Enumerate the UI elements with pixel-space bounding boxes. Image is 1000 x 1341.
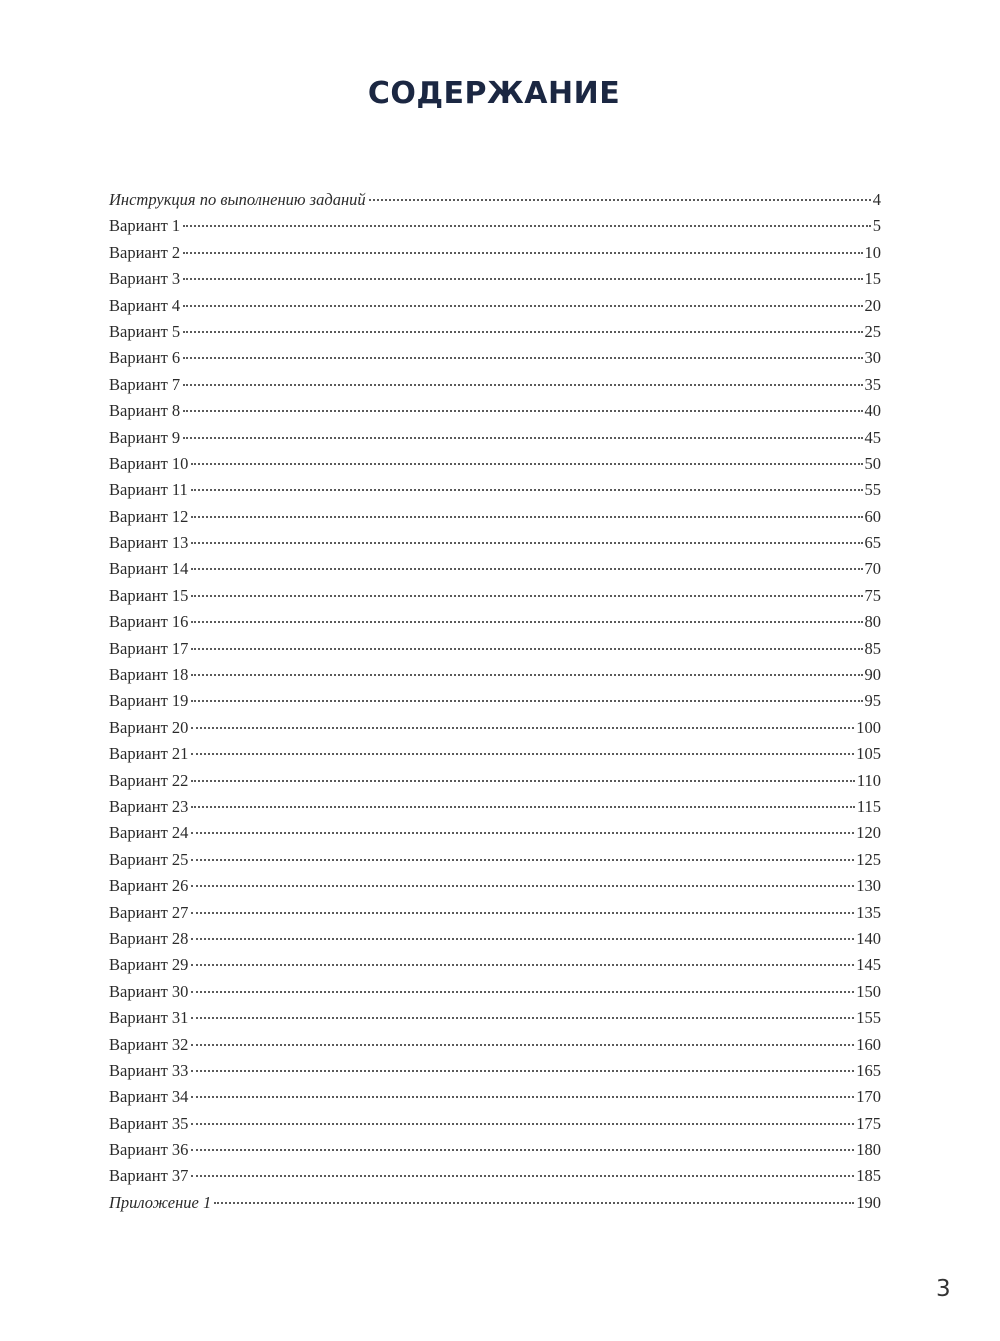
toc-dot-leader [191,568,862,570]
toc-entry-label: Вариант 10 [109,453,189,473]
toc-entry-page: 165 [856,1060,881,1080]
toc-dot-leader [191,542,862,544]
toc-entry-label: Вариант 19 [109,691,189,711]
toc-dot-leader [191,648,862,650]
toc-dot-leader [191,912,854,914]
toc-entry-label: Вариант 2 [109,242,181,262]
toc-entry-label: Вариант 36 [109,1140,189,1160]
toc-dot-leader [183,252,862,254]
toc-entry[interactable] [109,636,881,662]
toc-entry-page: 65 [864,533,881,553]
toc-entry-page: 30 [864,348,881,368]
toc-dot-leader [191,1175,854,1177]
toc-entry[interactable] [109,398,881,424]
toc-entry[interactable] [109,820,881,846]
toc-entry-label: Приложение 1 [109,1192,212,1212]
toc-entry-label: Вариант 8 [109,401,181,421]
toc-entry-label: Вариант 34 [109,1087,189,1107]
toc-entry[interactable] [109,768,881,794]
toc-dot-leader [191,727,854,729]
toc-entry-label: Вариант 22 [109,770,189,790]
toc-entry-label: Вариант 35 [109,1113,189,1133]
toc-entry[interactable] [109,1111,881,1137]
page-title: СОДЕРЖАНИЕ [367,76,621,111]
toc-entry-page: 110 [856,770,881,790]
toc-entry-page: 160 [856,1034,881,1054]
toc-entry[interactable] [109,847,881,873]
toc-entry-page: 45 [864,427,881,447]
toc-entry-label: Вариант 27 [109,902,189,922]
toc-entry[interactable] [109,688,881,714]
toc-entry-page: 60 [864,506,881,526]
toc-dot-leader [191,806,854,808]
toc-dot-leader [191,1017,854,1019]
toc-dot-leader [191,780,854,782]
toc-entry[interactable] [109,477,881,503]
table-of-contents [109,187,881,1216]
toc-entry-page: 35 [864,374,881,394]
toc-entry-page: 80 [864,612,881,632]
toc-entry-page: 185 [856,1166,881,1186]
toc-dot-leader [191,832,854,834]
toc-entry-label: Вариант 6 [109,348,181,368]
toc-entry-page: 5 [872,216,881,236]
toc-dot-leader [191,516,862,518]
page-number: 3 [936,1276,951,1302]
toc-entry-page: 145 [856,955,881,975]
toc-entry-page: 170 [856,1087,881,1107]
toc-dot-leader [183,305,862,307]
toc-entry-page: 140 [856,928,881,948]
toc-entry[interactable] [109,794,881,820]
toc-entry[interactable] [109,873,881,899]
toc-entry-label: Вариант 9 [109,427,181,447]
toc-entry[interactable] [109,609,881,635]
toc-entry-page: 95 [864,691,881,711]
toc-entry-page: 180 [856,1140,881,1160]
toc-entry[interactable] [109,293,881,319]
toc-entry-page: 85 [864,638,881,658]
toc-entry-page: 120 [856,823,881,843]
toc-entry[interactable] [109,266,881,292]
toc-dot-leader [191,489,863,491]
toc-entry[interactable] [109,926,881,952]
toc-dot-leader [191,991,854,993]
toc-dot-leader [191,1096,854,1098]
toc-entry-label: Вариант 24 [109,823,189,843]
toc-entry[interactable] [109,1058,881,1084]
toc-entry-page: 130 [856,876,881,896]
toc-entry-label: Вариант 25 [109,849,189,869]
toc-entry-page: 10 [864,242,881,262]
toc-entry-label: Вариант 17 [109,638,189,658]
toc-entry-label: Вариант 14 [109,559,189,579]
toc-entry-page: 4 [872,190,881,209]
toc-entry-page: 150 [856,981,881,1001]
toc-dot-leader [214,1202,854,1204]
toc-dot-leader [183,384,862,386]
toc-entry-label: Вариант 33 [109,1060,189,1080]
toc-dot-leader [191,621,862,623]
toc-entry[interactable] [109,1005,881,1031]
toc-entry[interactable] [109,556,881,582]
toc-entry-label: Вариант 3 [109,269,181,289]
toc-dot-leader [191,595,862,597]
toc-entry[interactable] [109,952,881,978]
toc-entry[interactable] [109,504,881,530]
toc-entry-page: 90 [864,665,881,685]
toc-entry[interactable] [109,741,881,767]
toc-entry[interactable] [109,319,881,345]
toc-dot-leader [191,753,854,755]
toc-entry[interactable] [109,213,881,239]
toc-entry-page: 125 [856,849,881,869]
toc-entry-label: Вариант 15 [109,585,189,605]
toc-entry[interactable] [109,900,881,926]
toc-dot-leader [183,437,862,439]
toc-entry-page: 40 [864,401,881,421]
toc-entry-label: Вариант 23 [109,796,189,816]
toc-entry-page: 20 [864,295,881,315]
toc-entry-label: Вариант 5 [109,321,181,341]
toc-entry-label: Вариант 4 [109,295,181,315]
toc-entry-label: Вариант 13 [109,533,189,553]
toc-entry-page: 100 [856,717,881,737]
toc-entry-label: Вариант 28 [109,928,189,948]
toc-dot-leader [191,1123,854,1125]
toc-entry[interactable] [109,583,881,609]
toc-entry-label: Вариант 26 [109,876,189,896]
toc-entry[interactable] [109,979,881,1005]
toc-entry-label: Вариант 1 [109,216,181,236]
toc-dot-leader [191,964,854,966]
toc-entry[interactable] [109,1032,881,1058]
toc-entry[interactable] [109,345,881,371]
toc-entry-label: Вариант 11 [109,480,188,500]
toc-entry-label: Вариант 12 [109,506,189,526]
toc-entry[interactable] [109,662,881,688]
toc-dot-leader [183,410,862,412]
toc-entry-page: 50 [864,453,881,473]
toc-entry-page: 70 [864,559,881,579]
toc-entry-page: 75 [864,585,881,605]
toc-entry-page: 155 [856,1008,881,1028]
toc-entry-page: 105 [856,744,881,764]
toc-entry[interactable] [109,1084,881,1110]
toc-entry-label: Вариант 31 [109,1008,189,1028]
toc-entry-label: Вариант 16 [109,612,189,632]
toc-entry-label: Вариант 18 [109,665,189,685]
toc-entry[interactable] [109,240,881,266]
toc-entry[interactable] [109,425,881,451]
toc-entry-page: 55 [864,480,881,500]
toc-entry-page: 25 [864,321,881,341]
toc-dot-leader [369,199,871,201]
toc-entry-label: Вариант 21 [109,744,189,764]
toc-entry-label: Вариант 20 [109,717,189,737]
toc-dot-leader [191,700,862,702]
toc-entry-label: Вариант 7 [109,374,181,394]
toc-dot-leader [183,357,862,359]
toc-dot-leader [191,1044,854,1046]
toc-dot-leader [191,859,854,861]
toc-entry-label: Вариант 29 [109,955,189,975]
toc-entry[interactable] [109,1163,881,1189]
toc-entry[interactable] [109,372,881,398]
toc-entry-page: 190 [856,1192,881,1212]
toc-dot-leader [191,463,862,465]
toc-entry[interactable] [109,187,881,213]
toc-entry-page: 15 [864,269,881,289]
toc-entry[interactable] [109,1190,881,1216]
toc-entry-page: 175 [856,1113,881,1133]
toc-dot-leader [183,331,862,333]
toc-dot-leader [191,1070,854,1072]
toc-dot-leader [183,225,871,227]
toc-entry[interactable] [109,530,881,556]
toc-dot-leader [183,278,862,280]
toc-entry-label: Вариант 30 [109,981,189,1001]
toc-entry-label: Инструкция по выполнению заданий [109,190,366,209]
toc-entry-page: 135 [856,902,881,922]
toc-dot-leader [191,885,854,887]
toc-entry-label: Вариант 32 [109,1034,189,1054]
toc-entry[interactable] [109,1137,881,1163]
toc-entry[interactable] [109,451,881,477]
toc-entry-page: 115 [856,796,881,816]
toc-dot-leader [191,938,854,940]
toc-entry-label: Вариант 37 [109,1166,189,1186]
toc-entry[interactable] [109,715,881,741]
toc-dot-leader [191,1149,854,1151]
toc-dot-leader [191,674,862,676]
